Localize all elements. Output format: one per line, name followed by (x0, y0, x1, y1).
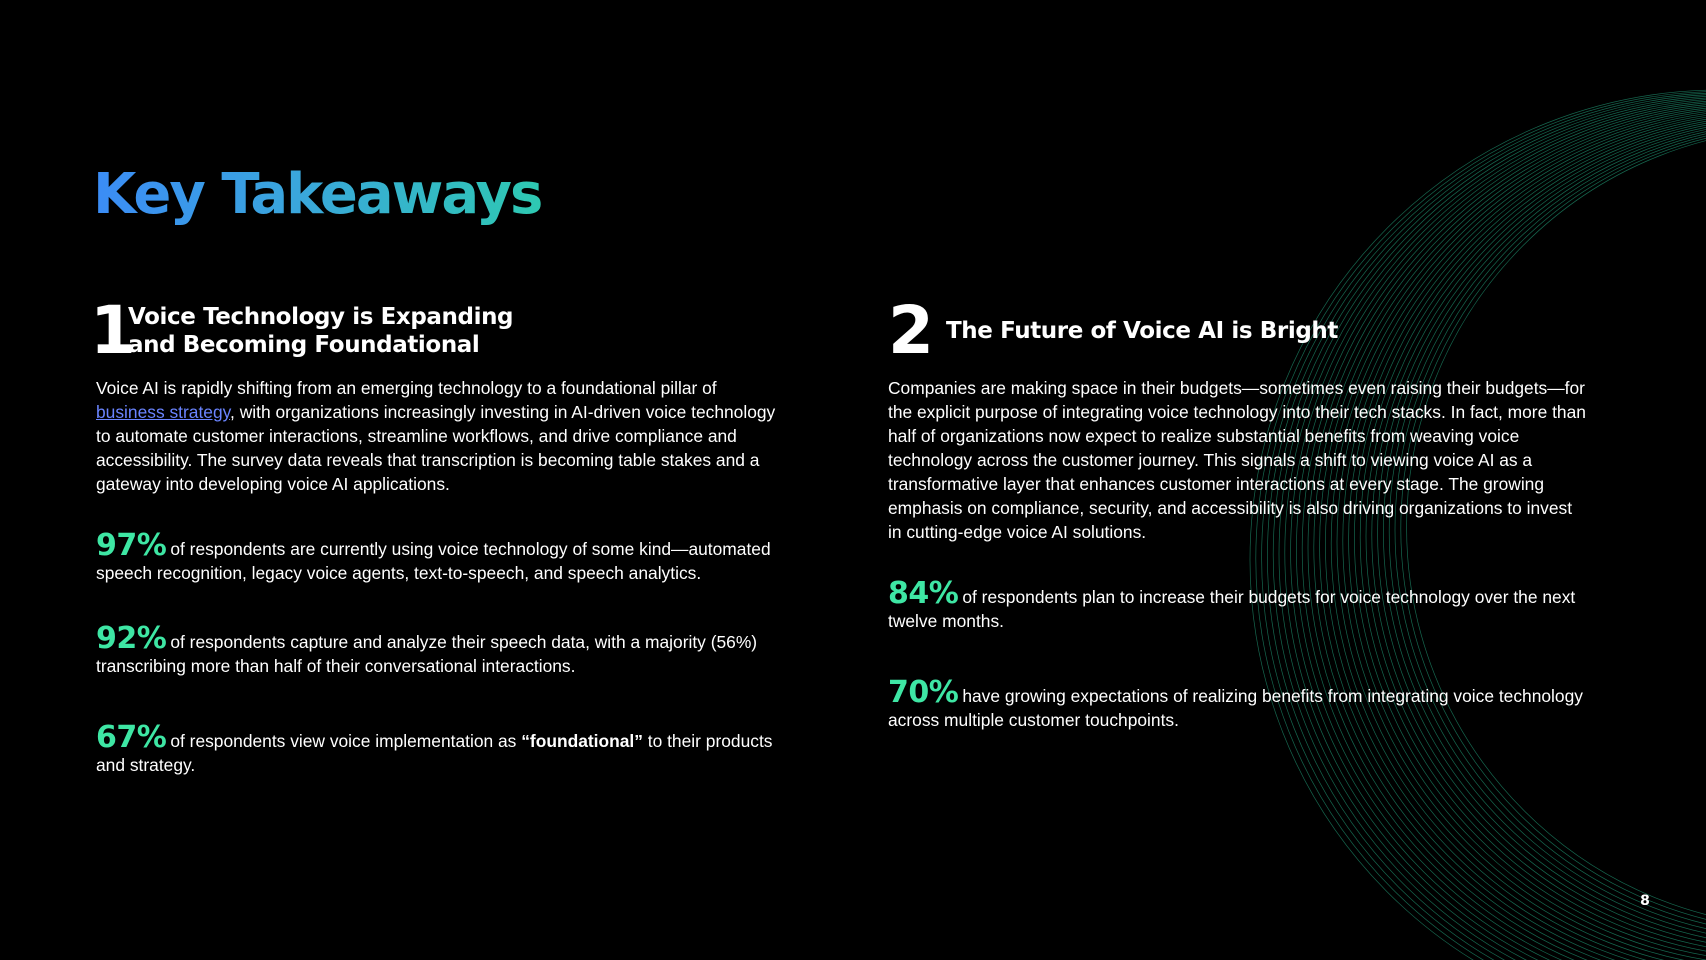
stat-67-emphasis: “foundational” (521, 731, 643, 751)
stat-84-text: of respondents plan to increase their budgets for voice technology over the next twelve months. (888, 587, 1576, 631)
stat-84 (888, 576, 1588, 633)
stat-92-percent: 92% (96, 621, 167, 656)
section-1-number: 1 (90, 292, 134, 369)
stat-67-text-after: to their products and strategy. (96, 731, 773, 775)
business-strategy-link[interactable]: business strategy (96, 402, 231, 422)
stat-97 (96, 528, 776, 585)
section-1 (90, 292, 776, 777)
stat-92-text: of respondents capture and analyze their speech data, with a majority (56%) transcribing more than half of their conversational interactions. (96, 632, 758, 676)
stat-70-text: have growing expectations of realizing benefits from integrating voice technology across multiple customer touchpoints. (888, 686, 1583, 730)
stat-97-percent: 97% (96, 528, 167, 563)
section-2-number: 2 (888, 292, 932, 369)
section-1-title-line-2: and Becoming Foundational (128, 332, 480, 358)
stat-67-percent: 67% (96, 720, 167, 755)
section-1-para-start: Voice AI is rapidly shifting from an emerging technology to a foundational pillar of (96, 378, 717, 398)
section-1-paragraph (96, 376, 776, 496)
section-2-title: The Future of Voice AI is Bright (946, 318, 1338, 344)
section-2 (888, 292, 1588, 732)
stat-67-text-before: of respondents view voice implementation as (170, 731, 522, 751)
section-1-title-line-1: Voice Technology is Expanding (128, 304, 514, 330)
section-1-title (128, 303, 513, 359)
stat-70 (888, 675, 1588, 732)
page-title: Key Takeaways (93, 155, 541, 235)
section-2-header (888, 292, 1588, 369)
page-number: 8 (1640, 893, 1650, 909)
stat-97-text: of respondents are currently using voice technology of some kind—automated speech recognition, legacy voice agents, text-to-speech, and speech analytics. (96, 539, 771, 583)
stat-70-percent: 70% (888, 675, 959, 710)
section-1-para-end: , with organizations increasingly investing in AI-driven voice technology to automate customer interactions, streamline workflows, and drive compliance and accessibility. The survey data reveals that transcription is becoming table stakes and a gateway into developing voice AI applications. (96, 402, 776, 494)
stat-92 (96, 621, 776, 678)
section-1-header (90, 292, 776, 369)
stat-67 (96, 720, 776, 777)
stat-84-percent: 84% (888, 576, 959, 611)
section-2-paragraph: Companies are making space in their budgets—sometimes even raising their budgets—for the explicit purpose of integrating voice technology into their tech stacks. In fact, more than half of organizations now expect to realize substantial benefits from weaving voice technology across the customer journey. This signals a shift to viewing voice AI as a transformative layer that enhances customer interactions at every stage. The growing emphasis on compliance, security, and accessibility is also driving organizations to invest in cutting-edge voice AI solutions. (888, 378, 1586, 542)
